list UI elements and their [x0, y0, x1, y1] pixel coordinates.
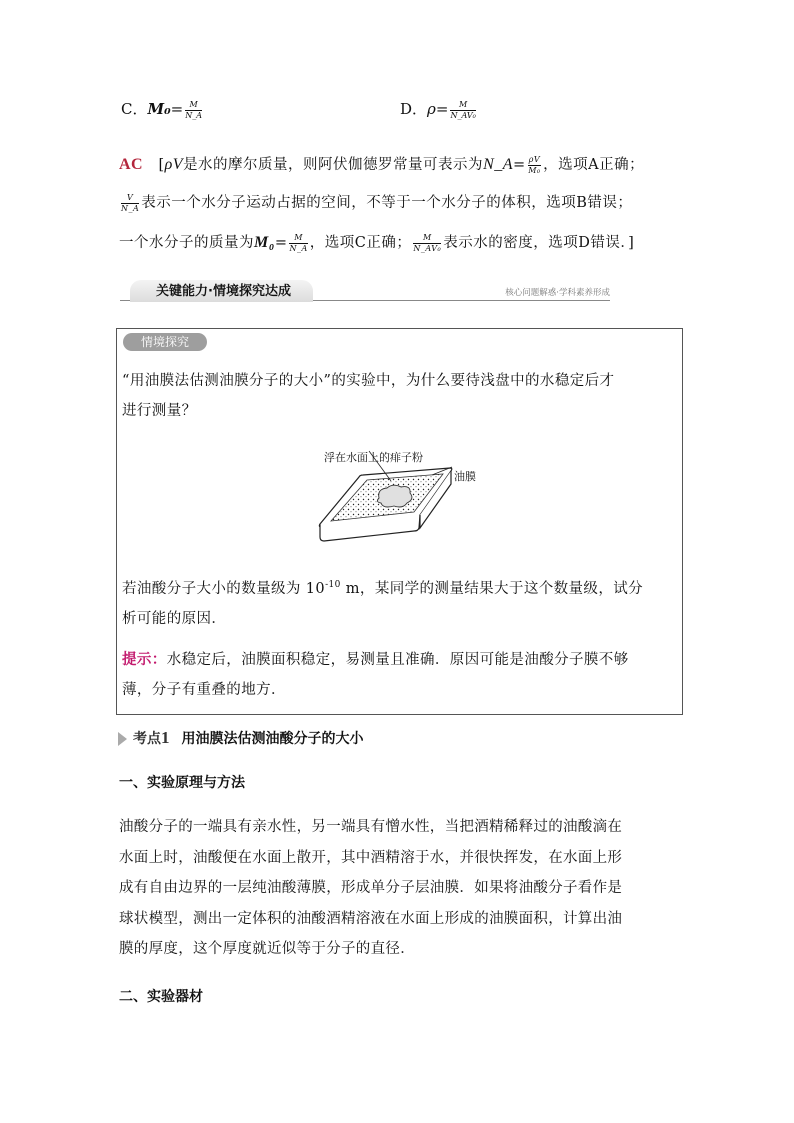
answer-frac2-den: N_A	[121, 203, 140, 213]
answer-eq-1: =	[513, 157, 526, 173]
kaodian-label	[133, 728, 170, 747]
answer-text-2: ，选项A正确；	[543, 157, 645, 173]
principle-line-3: 成有自由边界的一层纯油酸薄膜，形成单分子层油膜．如果将油酸分子看作是	[119, 880, 623, 896]
answer-line-1	[119, 153, 644, 175]
principle-body	[119, 812, 679, 965]
section-banner	[120, 280, 610, 304]
option-d-lhs: ρ	[427, 100, 436, 118]
section-banner-subtitle: 核心问题解惑·学科素养形成	[505, 288, 610, 298]
answer-text-4: 一个水分子的质量为	[119, 235, 254, 251]
heading-principle: 一、实验原理与方法	[119, 775, 245, 791]
kaodian-label-text: 考点	[133, 731, 161, 747]
answer-na: N_A	[483, 156, 514, 173]
scenario-question-2	[122, 570, 643, 634]
option-d-num: M	[450, 101, 475, 111]
answer-tag: AC	[119, 156, 144, 173]
kaodian-title: 用油膜法估测油酸分子的大小	[181, 731, 364, 747]
principle-line-1: 油酸分子的一端具有亲水性，另一端具有憎水性，当把酒精稀释过的油酸滴在	[119, 819, 623, 835]
option-d-den: N_AV₀	[450, 110, 476, 120]
option-d-label: D．	[400, 100, 428, 118]
scenario-question-line-2: 进行测量？	[122, 403, 197, 419]
principle-line-4: 球状模型，测出一定体积的油酸酒精溶液在水面上形成的油膜面积，计算出油	[119, 910, 623, 927]
scenario-hint-line-1	[122, 645, 629, 675]
section-banner-title: 关键能力·情境探究达成	[130, 280, 313, 302]
hint-tag: 提示：	[122, 652, 167, 668]
answer-fraction-4	[413, 234, 441, 253]
answer-frac4-den: N_AV₀	[413, 243, 442, 253]
q2-text-a: 若油酸分子大小的数量级为 10	[122, 580, 326, 597]
triangle-icon	[118, 732, 127, 746]
answer-frac1-num: ρV	[528, 154, 541, 164]
option-c	[121, 98, 204, 120]
answer-fraction-1	[528, 156, 541, 175]
answer-frac2-num: V	[121, 194, 139, 204]
answer-frac4-num: M	[413, 234, 441, 244]
answer-frac3-num: M	[289, 234, 307, 244]
q2-text-b: m，某同学的测量结果大于这个数量级，试分	[340, 580, 644, 597]
scenario-question	[122, 366, 614, 426]
option-c-den: N_A	[185, 110, 203, 120]
option-c-label: C．	[121, 100, 148, 118]
option-d-eq: =	[435, 100, 449, 118]
q2-exponent: -10	[325, 580, 341, 590]
answer-rhov: ρV	[164, 156, 184, 173]
scenario-question-2-line-1	[122, 570, 643, 604]
scenario-box	[116, 328, 683, 715]
hint-text-1: 水稳定后，油膜面积稳定，易测量且准确．原因可能是油酸分子膜不够	[166, 652, 629, 668]
answer-text-1: 是水的摩尔质量，则阿伏伽德罗常量可表示为	[183, 157, 484, 173]
scenario-question-2-line-2: 析可能的原因．	[122, 610, 227, 627]
option-c-num: M	[185, 101, 202, 111]
option-c-lhs: M₀	[147, 100, 171, 118]
label-film: 油膜	[454, 470, 476, 483]
answer-bracket: [	[158, 157, 165, 173]
scenario-question-line-1: “用油膜法估测油膜分子的大小”的实验中，为什么要待浅盘中的水稳定后才	[122, 373, 615, 389]
kaodian-number: 1	[161, 728, 170, 747]
label-powder: 浮在水面上的痱子粉	[324, 451, 423, 464]
answer-frac1-den: M₀	[528, 165, 541, 175]
principle-line-5: 膜的厚度，这个厚度就近似等于分子的直径．	[119, 941, 415, 957]
scenario-pill: 情境探究	[123, 333, 207, 351]
answer-line-3	[119, 231, 634, 253]
answer-text-6: 表示水的密度，选项D错误．]	[443, 235, 635, 251]
scenario-hint	[122, 645, 629, 705]
answer-eq-3: =	[274, 235, 288, 251]
kaodian-heading	[118, 728, 364, 748]
answer-fraction-2	[121, 194, 139, 213]
option-c-eq: =	[170, 100, 184, 118]
scenario-hint-line-2: 薄，分子有重叠的地方．	[122, 682, 286, 698]
answer-text-5: ，选项C正确；	[309, 235, 412, 251]
heading-equipment: 二、实验器材	[119, 989, 203, 1005]
option-c-fraction	[185, 101, 202, 120]
option-d-fraction	[450, 101, 475, 120]
principle-line-2: 水面上时，油酸便在水面上散开，其中酒精溶于水，并很快挥发，在水面上形	[119, 849, 623, 866]
answer-text-3: 表示一个水分子运动占据的空间，不等于一个水分子的体积，选项B错误；	[141, 195, 633, 211]
answer-line-2	[119, 191, 632, 213]
answer-frac3-den: N_A	[289, 243, 308, 253]
answer-fraction-3	[289, 234, 307, 253]
answer-m0: M₀	[254, 234, 275, 251]
option-d	[400, 98, 478, 120]
